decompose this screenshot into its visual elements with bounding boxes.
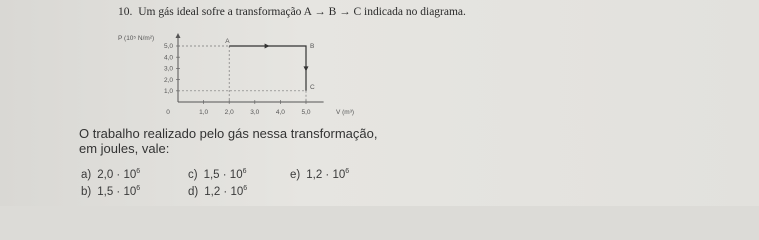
y-tick-label: 3,0	[163, 65, 173, 73]
y-tick-label: 5,0	[163, 43, 173, 51]
y-axis-label: P (10⁵ N/m²)	[118, 35, 155, 42]
option-letter: e)	[290, 168, 301, 181]
x-tick-label: 1,0	[199, 109, 209, 116]
option-b[interactable]	[81, 185, 140, 198]
option-letter: d)	[188, 185, 199, 198]
option-exponent: 6	[345, 168, 350, 175]
option-exponent: 6	[243, 185, 248, 192]
y-axis-arrow	[176, 33, 181, 38]
point-a-label: A	[225, 38, 230, 45]
y-tick-label: 4,0	[163, 54, 173, 62]
option-c[interactable]	[188, 168, 247, 181]
question-text: Um gás ideal sofre a transformação A → B → C indicada no diagrama.	[138, 6, 466, 18]
option-e[interactable]	[290, 168, 349, 181]
option-value: 1,5 · 10	[203, 168, 243, 181]
x-tick-label: 2,0	[224, 109, 234, 116]
question-prompt	[79, 126, 377, 156]
option-exponent: 6	[242, 168, 247, 175]
arrow-a-to-b	[265, 44, 270, 49]
y-tick-label: 1,0	[163, 88, 173, 95]
prompt-line-1: O trabalho realizado pelo gás nessa transformação,	[79, 126, 378, 141]
x-tick-label: 4,0	[275, 109, 285, 116]
option-value: 1,2 · 10	[306, 168, 346, 181]
point-b-label: B	[310, 43, 315, 50]
option-value: 1,2 · 10	[204, 185, 244, 198]
x-tick-label: 5,0	[301, 109, 311, 116]
option-a[interactable]	[81, 168, 140, 181]
y-tick-label: 2,0	[163, 76, 173, 84]
pv-diagram	[112, 30, 382, 122]
option-letter: c)	[188, 168, 198, 181]
process-path	[229, 46, 306, 91]
option-d[interactable]	[188, 185, 247, 198]
x-tick-label: 0	[166, 109, 170, 116]
question-statement	[118, 6, 466, 18]
option-value: 2,0 · 10	[97, 168, 137, 181]
option-letter: a)	[81, 168, 92, 181]
option-exponent: 6	[136, 185, 141, 192]
x-tick-label: 3,0	[250, 109, 260, 116]
arrow-b-to-c	[304, 66, 309, 71]
x-axis-label: V (m³)	[336, 109, 355, 116]
question-number: 10.	[118, 6, 133, 18]
option-letter: b)	[81, 185, 92, 198]
prompt-line-2: em joules, vale:	[79, 141, 170, 156]
option-value: 1,5 · 10	[97, 185, 137, 198]
option-exponent: 6	[136, 168, 141, 175]
point-c-label: C	[310, 83, 315, 91]
